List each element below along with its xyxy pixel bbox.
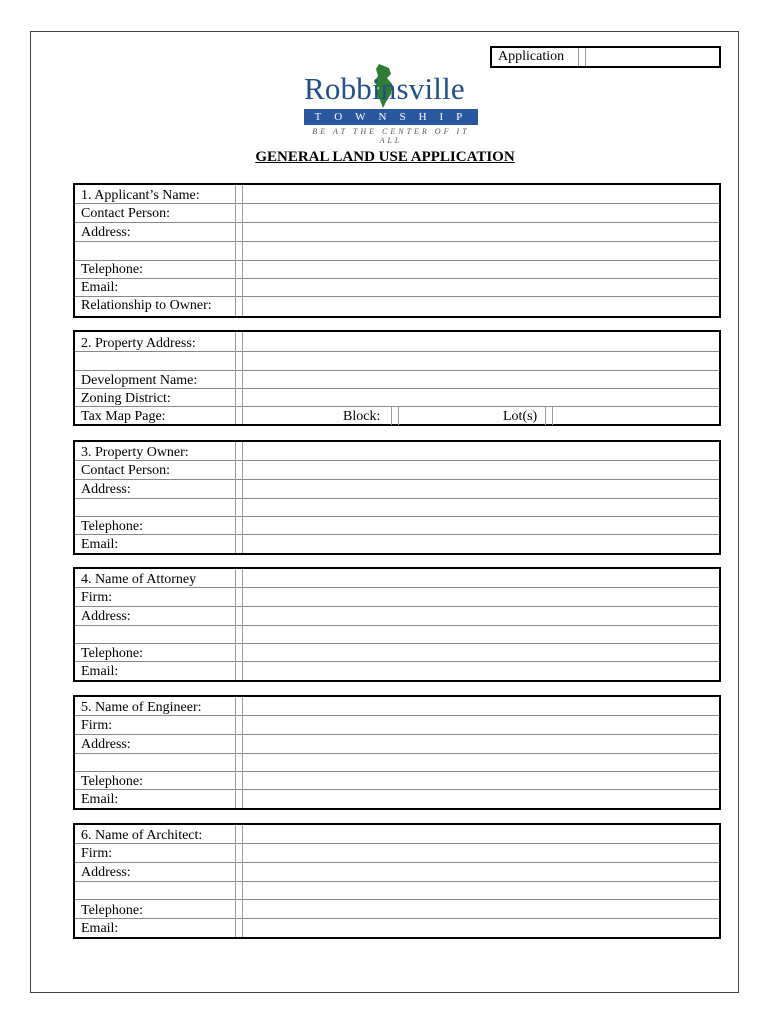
- section-attorney: [73, 567, 721, 682]
- email-label: Email:: [81, 664, 119, 679]
- form-row[interactable]: [75, 351, 719, 370]
- form-row[interactable]: [75, 606, 719, 625]
- development-name-label: Development Name:: [81, 373, 198, 388]
- email-label: Email:: [81, 537, 119, 552]
- form-row[interactable]: [75, 643, 719, 662]
- email-label: Email:: [81, 921, 119, 936]
- property-address-label: 2. Property Address:: [81, 336, 196, 351]
- form-row[interactable]: [75, 278, 719, 297]
- form-row[interactable]: [75, 260, 719, 279]
- form-row[interactable]: [75, 498, 719, 517]
- firm-label: Firm:: [81, 590, 113, 605]
- column-divider: [235, 185, 243, 316]
- column-divider: [235, 332, 243, 424]
- logo-name: Robbinsville: [304, 71, 465, 106]
- section-engineer: [73, 695, 721, 810]
- firm-label: Firm:: [81, 846, 113, 861]
- attorney-name-label: 4. Name of Attorney: [81, 572, 197, 587]
- form-row[interactable]: [75, 625, 719, 644]
- form-row[interactable]: [75, 222, 719, 241]
- form-row[interactable]: [75, 460, 719, 479]
- firm-label: Firm:: [81, 718, 113, 733]
- logo-tagline: BE AT THE CENTER OF IT ALL: [312, 127, 470, 145]
- column-divider: [235, 697, 243, 808]
- address-label: Address:: [81, 865, 131, 880]
- engineer-name-label: 5. Name of Engineer:: [81, 700, 202, 715]
- form-row[interactable]: [75, 918, 719, 937]
- form-row[interactable]: [75, 899, 719, 918]
- section-owner: [73, 440, 721, 555]
- address-label: Address:: [81, 482, 131, 497]
- applicant-name-label: 1. Applicant’s Name:: [81, 188, 200, 203]
- block-divider: [391, 407, 399, 425]
- telephone-label: Telephone:: [81, 519, 143, 534]
- form-row[interactable]: [75, 479, 719, 498]
- lots-divider: [545, 407, 553, 425]
- page-title: GENERAL LAND USE APPLICATION: [255, 149, 515, 165]
- form-row[interactable]: [75, 771, 719, 790]
- tax-map-page-label: Tax Map Page:: [81, 409, 166, 424]
- section-property: [73, 330, 721, 426]
- form-row[interactable]: [75, 203, 719, 222]
- block-label: Block:: [343, 409, 381, 424]
- form-row[interactable]: [75, 734, 719, 753]
- lots-label: Lot(s): [503, 409, 538, 424]
- form-row[interactable]: [75, 862, 719, 881]
- telephone-label: Telephone:: [81, 262, 143, 277]
- section-architect: [73, 823, 721, 939]
- email-label: Email:: [81, 792, 119, 807]
- column-divider: [235, 825, 243, 937]
- form-row[interactable]: [75, 661, 719, 680]
- contact-person-label: Contact Person:: [81, 206, 171, 221]
- form-row[interactable]: [75, 753, 719, 772]
- address-label: Address:: [81, 609, 131, 624]
- form-row[interactable]: [75, 241, 719, 260]
- form-row[interactable]: [75, 587, 719, 606]
- relationship-label: Relationship to Owner:: [81, 298, 212, 313]
- contact-person-label: Contact Person:: [81, 463, 171, 478]
- form-row[interactable]: [75, 843, 719, 862]
- telephone-label: Telephone:: [81, 903, 143, 918]
- telephone-label: Telephone:: [81, 774, 143, 789]
- township-logo: [300, 64, 480, 145]
- application-number-field[interactable]: [578, 48, 586, 66]
- section-applicant: [73, 183, 721, 318]
- email-label: Email:: [81, 280, 119, 295]
- form-row[interactable]: [75, 715, 719, 734]
- form-row[interactable]: [75, 534, 719, 553]
- form-row[interactable]: [75, 881, 719, 900]
- application-number-box: [490, 46, 721, 68]
- form-row[interactable]: [75, 388, 719, 407]
- architect-name-label: 6. Name of Architect:: [81, 828, 203, 843]
- form-row[interactable]: [75, 789, 719, 808]
- property-owner-label: 3. Property Owner:: [81, 445, 189, 460]
- address-label: Address:: [81, 737, 131, 752]
- form-row[interactable]: [75, 516, 719, 535]
- column-divider: [235, 442, 243, 553]
- telephone-label: Telephone:: [81, 646, 143, 661]
- address-label: Address:: [81, 225, 131, 240]
- logo-sub: TOWNSHIP: [304, 109, 478, 125]
- application-label: Application: [498, 49, 565, 64]
- zoning-district-label: Zoning District:: [81, 391, 171, 406]
- column-divider: [235, 569, 243, 680]
